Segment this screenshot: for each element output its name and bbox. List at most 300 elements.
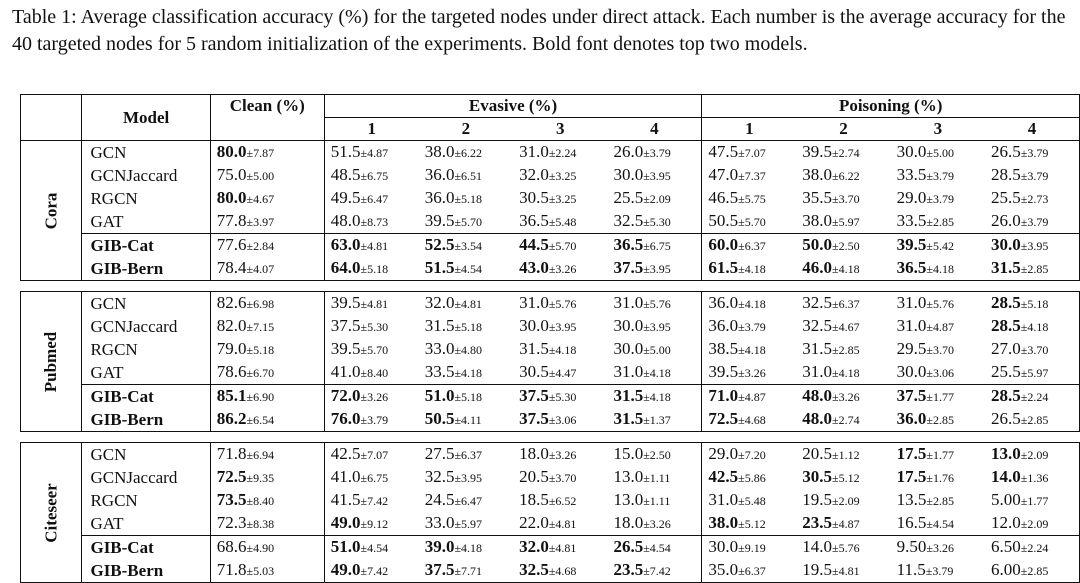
std-value: ±7.07	[738, 146, 766, 160]
value-cell	[419, 361, 513, 385]
value-cell	[796, 164, 890, 187]
std-value: ±4.18	[738, 262, 766, 276]
std-value: ±1.11	[643, 471, 671, 485]
std-value: ±2.85	[832, 343, 860, 357]
mean-value: 48.0	[330, 211, 361, 230]
table-body	[21, 141, 1080, 583]
value-cell	[210, 292, 324, 316]
mean-value: 31.5	[991, 258, 1021, 277]
mean-value: 31.5	[424, 316, 455, 335]
value-cell	[210, 315, 324, 338]
std-value: ±7.07	[360, 448, 389, 462]
std-value: ±2.09	[832, 494, 860, 508]
mean-value: 20.5	[519, 467, 549, 486]
mean-value: 51.0	[424, 386, 455, 405]
table-row	[21, 141, 1080, 165]
std-value: ±4.87	[926, 320, 954, 334]
value-cell	[796, 408, 890, 432]
std-value: ±3.79	[643, 146, 671, 160]
table-row	[21, 512, 1080, 536]
std-value: ±4.18	[1020, 320, 1049, 334]
mean-value: 32.5	[802, 293, 833, 312]
mean-value: 26.0	[613, 142, 644, 161]
std-value: ±3.26	[832, 390, 860, 404]
std-value: ±4.81	[360, 297, 389, 311]
mean-value: 38.0	[424, 142, 455, 161]
mean-value: 30.0	[613, 316, 644, 335]
table-row	[21, 187, 1080, 210]
std-value: ±6.47	[454, 494, 483, 508]
std-value: ±5.12	[832, 471, 860, 485]
std-value: ±3.95	[643, 169, 671, 183]
value-cell	[324, 187, 418, 210]
std-value: ±4.54	[454, 262, 483, 276]
std-value: ±3.95	[454, 471, 483, 485]
mean-value: 72.0	[330, 386, 361, 405]
std-value: ±9.19	[738, 541, 766, 555]
value-cell	[985, 141, 1079, 165]
mean-value: 26.5	[613, 537, 644, 556]
std-value: ±3.70	[926, 343, 954, 357]
table-row	[21, 338, 1080, 361]
mean-value: 35.0	[708, 560, 739, 579]
table-row	[21, 385, 1080, 409]
value-cell	[210, 187, 324, 210]
mean-value: 38.0	[802, 165, 833, 184]
mean-value: 50.5	[424, 409, 455, 428]
value-cell	[891, 443, 985, 467]
model-name: GCNJaccard	[82, 164, 210, 187]
value-cell	[513, 536, 607, 560]
model-name: GCNJaccard	[82, 315, 210, 338]
value-cell	[891, 187, 985, 210]
std-value: ±5.70	[548, 239, 577, 253]
std-value: ±2.24	[1020, 390, 1049, 404]
std-value: ±1.37	[643, 413, 671, 427]
value-cell	[324, 257, 418, 281]
mean-value: 47.0	[708, 165, 739, 184]
value-cell	[607, 292, 701, 316]
std-value: ±5.86	[738, 471, 766, 485]
value-cell	[985, 536, 1079, 560]
value-cell	[210, 559, 324, 583]
std-value: ±9.35	[246, 471, 275, 485]
value-cell	[419, 257, 513, 281]
table-row	[21, 292, 1080, 316]
value-cell	[513, 210, 607, 234]
value-cell	[985, 408, 1079, 432]
std-value: ±3.79	[925, 564, 954, 578]
std-value: ±3.26	[738, 366, 766, 380]
mean-value: 71.8	[216, 560, 247, 579]
std-value: ±4.81	[548, 541, 577, 555]
table-row	[21, 466, 1080, 489]
value-cell	[796, 512, 890, 536]
mean-value: 80.0	[216, 142, 247, 161]
value-cell	[324, 466, 418, 489]
value-cell	[891, 536, 985, 560]
value-cell	[513, 292, 607, 316]
std-value: ±7.37	[738, 169, 766, 183]
std-value: ±7.42	[360, 564, 389, 578]
clean-subheader	[210, 118, 324, 141]
std-value: ±3.26	[548, 262, 577, 276]
std-value: ±3.95	[548, 320, 577, 334]
mean-value: 28.5	[991, 386, 1021, 405]
value-cell	[513, 187, 607, 210]
value-cell	[891, 408, 985, 432]
model-name: GIB-Cat	[82, 234, 210, 258]
value-cell	[607, 443, 701, 467]
value-cell	[891, 466, 985, 489]
table-row	[21, 408, 1080, 432]
value-cell	[607, 559, 701, 583]
value-cell	[419, 164, 513, 187]
value-cell	[324, 408, 418, 432]
mean-value: 30.0	[896, 142, 927, 161]
value-cell	[702, 164, 796, 187]
mean-value: 5.00	[991, 490, 1021, 509]
value-cell	[210, 338, 324, 361]
value-cell	[210, 210, 324, 234]
std-value: ±3.95	[643, 262, 671, 276]
value-cell	[891, 385, 985, 409]
std-value: ±6.75	[360, 471, 389, 485]
value-cell	[796, 234, 890, 258]
mean-value: 51.5	[330, 142, 361, 161]
mean-value: 31.0	[896, 316, 927, 335]
mean-value: 37.5	[424, 560, 455, 579]
value-cell	[891, 141, 985, 165]
mean-value: 50.0	[802, 235, 833, 254]
mean-value: 31.0	[519, 142, 549, 161]
value-cell	[702, 187, 796, 210]
std-value: ±5.18	[454, 320, 483, 334]
value-cell	[796, 489, 890, 512]
std-value: ±5.18	[360, 262, 389, 276]
std-value: ±1.12	[832, 448, 860, 462]
mean-value: 37.5	[519, 386, 549, 405]
std-value: ±5.18	[1020, 297, 1049, 311]
evasive-header: Evasive (%)	[324, 95, 702, 118]
std-value: ±2.09	[1020, 448, 1049, 462]
std-value: ±3.79	[738, 320, 766, 334]
mean-value: 76.0	[330, 409, 361, 428]
value-cell	[985, 466, 1079, 489]
std-value: ±1.11	[643, 494, 671, 508]
value-cell	[513, 385, 607, 409]
mean-value: 36.5	[896, 258, 927, 277]
value-cell	[702, 512, 796, 536]
dataset-label-text: Citeseer	[41, 482, 61, 543]
mean-value: 63.0	[330, 235, 361, 254]
value-cell	[607, 234, 701, 258]
std-value: ±5.70	[738, 215, 766, 229]
std-value: ±3.26	[360, 390, 389, 404]
value-cell	[985, 559, 1079, 583]
mean-value: 77.8	[216, 211, 247, 230]
mean-value: 19.5	[802, 560, 833, 579]
std-value: ±6.75	[643, 239, 671, 253]
value-cell	[702, 315, 796, 338]
value-cell	[419, 443, 513, 467]
mean-value: 71.0	[708, 386, 739, 405]
mean-value: 14.0	[991, 467, 1021, 486]
mean-value: 31.5	[613, 386, 644, 405]
mean-value: 37.5	[896, 386, 927, 405]
mean-value: 15.0	[613, 444, 644, 463]
table-row	[21, 489, 1080, 512]
value-cell	[985, 315, 1079, 338]
std-value: ±8.40	[246, 494, 275, 508]
std-value: ±4.87	[738, 390, 766, 404]
mean-value: 71.8	[216, 444, 247, 463]
value-cell	[891, 361, 985, 385]
std-value: ±2.74	[832, 413, 860, 427]
std-value: ±4.81	[832, 564, 860, 578]
model-name: GAT	[82, 361, 210, 385]
value-cell	[419, 536, 513, 560]
value-cell	[210, 257, 324, 281]
mean-value: 36.5	[519, 211, 549, 230]
poisoning-col-4: 4	[985, 118, 1079, 141]
value-cell	[985, 187, 1079, 210]
value-cell	[702, 489, 796, 512]
value-cell	[419, 338, 513, 361]
std-value: ±6.37	[738, 239, 766, 253]
mean-value: 18.0	[519, 444, 549, 463]
std-value: ±6.75	[360, 169, 389, 183]
evasive-col-4: 4	[607, 118, 701, 141]
std-value: ±6.52	[548, 494, 577, 508]
mean-value: 78.4	[216, 258, 247, 277]
mean-value: 11.5	[896, 560, 926, 579]
mean-value: 78.6	[216, 362, 247, 381]
value-cell	[324, 443, 418, 467]
mean-value: 13.5	[896, 490, 927, 509]
std-value: ±2.74	[832, 146, 860, 160]
mean-value: 39.5	[330, 293, 361, 312]
mean-value: 60.0	[708, 235, 739, 254]
mean-value: 28.5	[991, 316, 1021, 335]
value-cell	[210, 512, 324, 536]
std-value: ±7.42	[360, 494, 389, 508]
mean-value: 22.0	[519, 513, 549, 532]
mean-value: 49.0	[330, 560, 361, 579]
mean-value: 31.0	[519, 293, 549, 312]
std-value: ±5.03	[246, 564, 275, 578]
table-row	[21, 234, 1080, 258]
std-value: ±4.67	[832, 320, 860, 334]
std-value: ±4.81	[454, 297, 483, 311]
model-name: RGCN	[82, 489, 210, 512]
value-cell	[513, 512, 607, 536]
mean-value: 18.5	[519, 490, 549, 509]
dataset-label	[21, 141, 82, 281]
std-value: ±5.70	[360, 343, 389, 357]
mean-value: 6.00	[991, 560, 1021, 579]
value-cell	[796, 210, 890, 234]
mean-value: 31.0	[613, 293, 644, 312]
std-value: ±2.09	[643, 192, 671, 206]
std-value: ±3.70	[548, 471, 577, 485]
value-cell	[702, 408, 796, 432]
value-cell	[891, 338, 985, 361]
table-row	[21, 164, 1080, 187]
mean-value: 37.5	[519, 409, 549, 428]
value-cell	[324, 489, 418, 512]
std-value: ±3.79	[926, 169, 954, 183]
std-value: ±3.06	[926, 366, 954, 380]
value-cell	[891, 210, 985, 234]
value-cell	[324, 141, 418, 165]
mean-value: 33.5	[896, 211, 927, 230]
std-value: ±4.18	[548, 343, 577, 357]
mean-value: 68.6	[216, 537, 247, 556]
dataset-label-text: Cora	[41, 192, 61, 229]
std-value: ±4.54	[926, 517, 954, 531]
mean-value: 39.5	[708, 362, 739, 381]
value-cell	[702, 292, 796, 316]
mean-value: 32.5	[424, 467, 455, 486]
std-value: ±4.90	[246, 541, 275, 555]
mean-value: 39.5	[330, 339, 361, 358]
mean-value: 16.5	[896, 513, 927, 532]
value-cell	[702, 536, 796, 560]
mean-value: 50.5	[708, 211, 739, 230]
mean-value: 13.0	[613, 467, 644, 486]
mean-value: 19.5	[802, 490, 833, 509]
mean-value: 38.5	[708, 339, 739, 358]
mean-value: 25.5	[991, 362, 1021, 381]
std-value: ±3.06	[548, 413, 577, 427]
std-value: ±2.50	[643, 448, 671, 462]
dataset-label	[21, 443, 82, 583]
std-value: ±5.18	[454, 390, 483, 404]
std-value: ±2.85	[1020, 413, 1049, 427]
std-value: ±5.00	[926, 146, 954, 160]
value-cell	[607, 338, 701, 361]
mean-value: 30.0	[991, 235, 1021, 254]
dataset-label	[21, 292, 82, 432]
value-cell	[513, 466, 607, 489]
std-value: ±2.85	[1020, 564, 1049, 578]
std-value: ±6.98	[246, 297, 275, 311]
mean-value: 18.0	[613, 513, 644, 532]
value-cell	[513, 559, 607, 583]
std-value: ±3.79	[360, 413, 389, 427]
mean-value: 30.5	[519, 188, 549, 207]
std-value: ±5.18	[246, 343, 275, 357]
value-cell	[702, 210, 796, 234]
std-value: ±6.51	[454, 169, 483, 183]
mean-value: 80.0	[216, 188, 247, 207]
mean-value: 32.5	[613, 211, 644, 230]
value-cell	[419, 385, 513, 409]
model-name: GIB-Cat	[82, 536, 210, 560]
mean-value: 36.0	[424, 188, 455, 207]
value-cell	[607, 210, 701, 234]
std-value: ±5.12	[738, 517, 766, 531]
std-value: ±3.25	[548, 192, 577, 206]
value-cell	[796, 385, 890, 409]
group-gap	[21, 432, 1080, 443]
value-cell	[607, 187, 701, 210]
std-value: ±6.90	[246, 390, 275, 404]
std-value: ±6.22	[832, 169, 860, 183]
value-cell	[607, 385, 701, 409]
model-name: GIB-Bern	[82, 559, 210, 583]
std-value: ±2.85	[926, 215, 954, 229]
mean-value: 46.0	[802, 258, 833, 277]
value-cell	[513, 257, 607, 281]
std-value: ±4.68	[738, 413, 766, 427]
value-cell	[985, 210, 1079, 234]
std-value: ±1.36	[1020, 471, 1049, 485]
mean-value: 9.50	[896, 537, 927, 556]
model-name: GCN	[82, 443, 210, 467]
std-value: ±1.77	[1020, 494, 1049, 508]
value-cell	[702, 385, 796, 409]
mean-value: 77.6	[216, 235, 247, 254]
value-cell	[419, 466, 513, 489]
value-cell	[702, 141, 796, 165]
mean-value: 17.5	[896, 467, 927, 486]
model-name: GCN	[82, 141, 210, 165]
mean-value: 41.5	[330, 490, 361, 509]
table-row	[21, 536, 1080, 560]
mean-value: 38.0	[802, 211, 833, 230]
poisoning-col-1: 1	[745, 119, 754, 138]
std-value: ±6.70	[246, 366, 275, 380]
std-value: ±3.95	[1020, 239, 1049, 253]
std-value: ±3.95	[643, 320, 671, 334]
value-cell	[891, 315, 985, 338]
std-value: ±5.48	[738, 494, 766, 508]
value-cell	[419, 141, 513, 165]
value-cell	[891, 234, 985, 258]
mean-value: 31.5	[613, 409, 644, 428]
std-value: ±2.85	[1020, 262, 1049, 276]
mean-value: 36.0	[708, 316, 739, 335]
value-cell	[702, 257, 796, 281]
std-value: ±2.85	[926, 413, 954, 427]
std-value: ±4.18	[454, 366, 483, 380]
value-cell	[702, 234, 796, 258]
value-cell	[985, 164, 1079, 187]
value-cell	[607, 315, 701, 338]
std-value: ±2.24	[548, 146, 577, 160]
std-value: ±4.07	[246, 262, 275, 276]
value-cell	[513, 315, 607, 338]
std-value: ±4.47	[548, 366, 577, 380]
std-value: ±3.79	[926, 192, 954, 206]
std-value: ±4.81	[360, 239, 389, 253]
value-cell	[513, 361, 607, 385]
std-value: ±6.47	[360, 192, 389, 206]
value-cell	[985, 512, 1079, 536]
value-cell	[210, 466, 324, 489]
std-value: ±5.18	[454, 192, 483, 206]
mean-value: 61.5	[708, 258, 739, 277]
value-cell	[796, 466, 890, 489]
value-cell	[607, 164, 701, 187]
value-cell	[985, 338, 1079, 361]
value-cell	[796, 141, 890, 165]
mean-value: 23.5	[613, 560, 644, 579]
std-value: ±1.77	[926, 448, 954, 462]
mean-value: 31.0	[802, 362, 833, 381]
